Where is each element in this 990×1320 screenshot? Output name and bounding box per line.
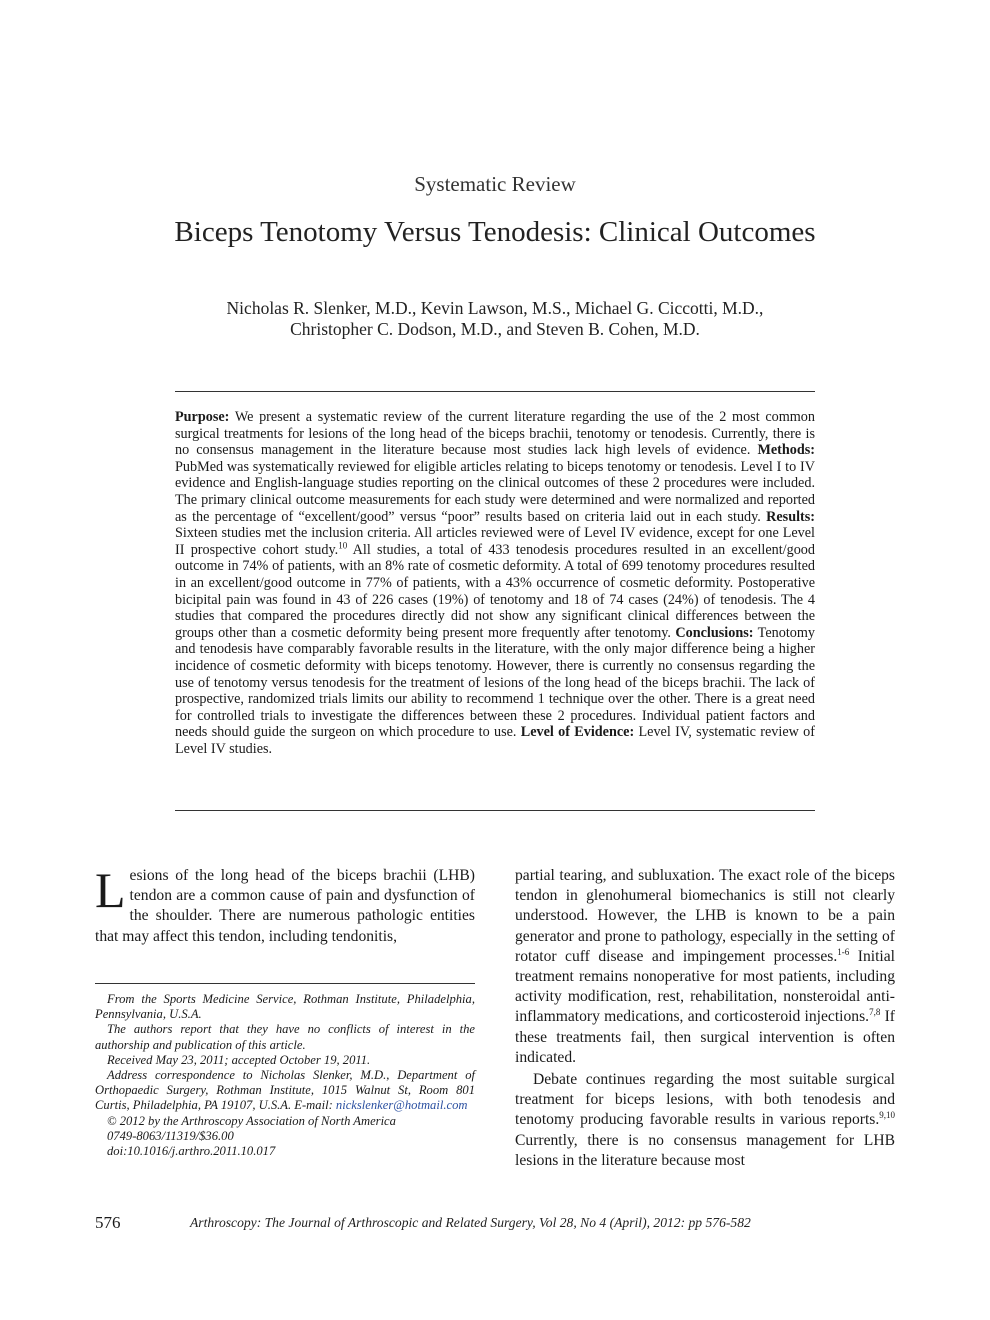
author-list: [150, 298, 840, 340]
results-label: Results:: [766, 508, 815, 525]
authors-line-2: Christopher C. Dodson, M.D., and Steven B. Cohen, M.D.: [290, 319, 700, 339]
right-p1-text-a: partial tearing, and subluxation. The exact role of the biceps tendon in glenohumeral biomechanics is still not clearly understood. However, the LHB is known to be a pain generator and prone to pathology, especially in the setting of rotator cuff disease and impingement processes.: [515, 867, 895, 965]
results-text-b: All studies, a total of 433 tenodesis procedures resulted in an excellent/good outcome in 74% of patients, with an 8% rate of cosmetic deformity. A total of 699 tenotomy procedures resulted in an excellent/good outcome in 77% of patients, with a 43% occurrence of cosmetic deformity. Postoperative bicipital pain was found in 43 of 226 cases (19%) of tenotomy and 18 of 74 cases (24%) of tenodesis. The 4 studies that compared the procedures directly did not show any significant clinical differences between the groups other than a cosmetic deformity being present more frequently after tenotomy.: [175, 541, 815, 641]
footnotes: [95, 992, 475, 1159]
right-paragraph-2: [515, 1070, 895, 1171]
right-p2-text-a: Debate continues regarding the most suitable surgical treatment for biceps lesions, with both tenodesis and tenotomy producing favorable results in various reports.: [515, 1071, 895, 1129]
abstract-bottom-rule: [175, 810, 815, 811]
footnote-rule: [95, 983, 475, 984]
purpose-label: Purpose:: [175, 409, 230, 425]
methods-text: PubMed was systematically reviewed for eligible articles relating to biceps tenotomy or tenodesis. Level I to IV evidence and English-language studies reporting on the clinical outcomes of these 2 procedures were included. The primary clinical outcome measurements for each study were determined and were normalized and reported as the percentage of “excellent/good” versus “poor” results based on criteria laid out in each study.: [175, 458, 815, 525]
footnote-address-text: Address correspondence to Nicholas Slenker, M.D., Department of Orthopaedic Surgery, Rothman Institute, 1015 Walnut St, Room 801 Curtis, Philadelphia, PA 19107, U.S.A. E-mail:: [95, 1068, 475, 1113]
footnote-conflicts: The authors report that they have no conflicts of interest in the authorship and publication of this article.: [95, 1022, 475, 1052]
authors-line-1: Nicholas R. Slenker, M.D., Kevin Lawson, M.S., Michael G. Ciccotti, M.D.,: [226, 298, 764, 318]
results-citation[interactable]: 10: [338, 540, 348, 551]
intro-text: esions of the long head of the biceps brachii (LHB) tendon are a common cause of pain and dysfunction of the shoulder. There are numerous pathologic entities that may affect this tendon, including tendonitis,: [95, 867, 475, 945]
right-paragraph-1: [515, 866, 895, 1068]
citation-1-6[interactable]: 1-6: [837, 946, 850, 957]
body-left-column: [95, 862, 475, 947]
right-p2-text-b: Currently, there is no consensus management for LHB lesions in the literature because most: [515, 1131, 895, 1169]
footnote-address: [95, 1068, 475, 1114]
right-p1-text-b: Initial treatment remains nonoperative for most patients, including activity modification, rest, rehabilitation, nonsteroidal anti-inflammatory medications, and corticosteroid injections.: [515, 947, 896, 1026]
footnote-copyright: © 2012 by the Arthroscopy Association of North America: [107, 1113, 396, 1128]
footnote-received: Received May 23, 2011; accepted October 19, 2011.: [107, 1052, 371, 1067]
journal-citation: Arthroscopy: The Journal of Arthroscopic and Related Surgery, Vol 28, No 4 (April), 2012: pp 576-582: [190, 1215, 751, 1230]
intro-paragraph: [95, 862, 475, 947]
results-text-a: Sixteen studies met the inclusion criteria. All articles reviewed were of Level IV evidence, except for one Level II prospective cohort study.: [175, 525, 815, 558]
email-link[interactable]: nickslenker@hotmail.com: [335, 1098, 468, 1113]
article-title: Biceps Tenotomy Versus Tenodesis: Clinical Outcomes: [174, 216, 816, 248]
footnote-issn: 0749-8063/11319/$36.00: [107, 1128, 234, 1143]
conclusions-text: Tenotomy and tenodesis have comparably favorable results in the literature, with the only major difference being a higher incidence of cosmetic deformity with biceps tenotomy. However, there is currently no consensus regarding the use of tenotomy versus tenodesis for the treatment of lesions of the long head of the biceps brachii. The lack of prospective, randomized trials limits our ability to recommend 1 technique over the other. There is a great need for controlled trials to investigate the differences between these 2 procedures. Individual patient factors and needs should guide the surgeon on which procedure to use.: [175, 624, 815, 741]
page-number: 576: [95, 1213, 121, 1232]
body-right-column: [515, 866, 895, 1171]
right-p1-text-c: If these treatments fail, then surgical intervention is often indicated.: [515, 1008, 895, 1066]
citation-7-8[interactable]: 7,8: [869, 1007, 881, 1018]
abstract: [175, 409, 815, 757]
footnote-affiliation: From the Sports Medicine Service, Rothman Institute, Philadelphia, Pennsylvania, U.S.A.: [95, 992, 475, 1022]
purpose-text: We present a systematic review of the current literature regarding the use of the 2 most common surgical treatments for lesions of the long head of the biceps brachii, tenotomy or tenodesis. Currently, there is no consensus management in the literature because most studies lack high levels of evidence.: [175, 409, 815, 459]
methods-label: Methods:: [757, 442, 815, 459]
level-of-evidence-text: Level IV, systematic review of Level IV studies.: [175, 724, 815, 757]
drop-cap: L: [95, 862, 126, 918]
section-label: Systematic Review: [414, 172, 576, 196]
citation-9-10[interactable]: 9,10: [879, 1110, 895, 1121]
abstract-top-rule: [175, 391, 815, 392]
conclusions-label: Conclusions:: [675, 624, 754, 641]
level-of-evidence-label: Level of Evidence:: [520, 724, 635, 741]
footnote-doi: doi:10.1016/j.arthro.2011.10.017: [107, 1144, 276, 1159]
